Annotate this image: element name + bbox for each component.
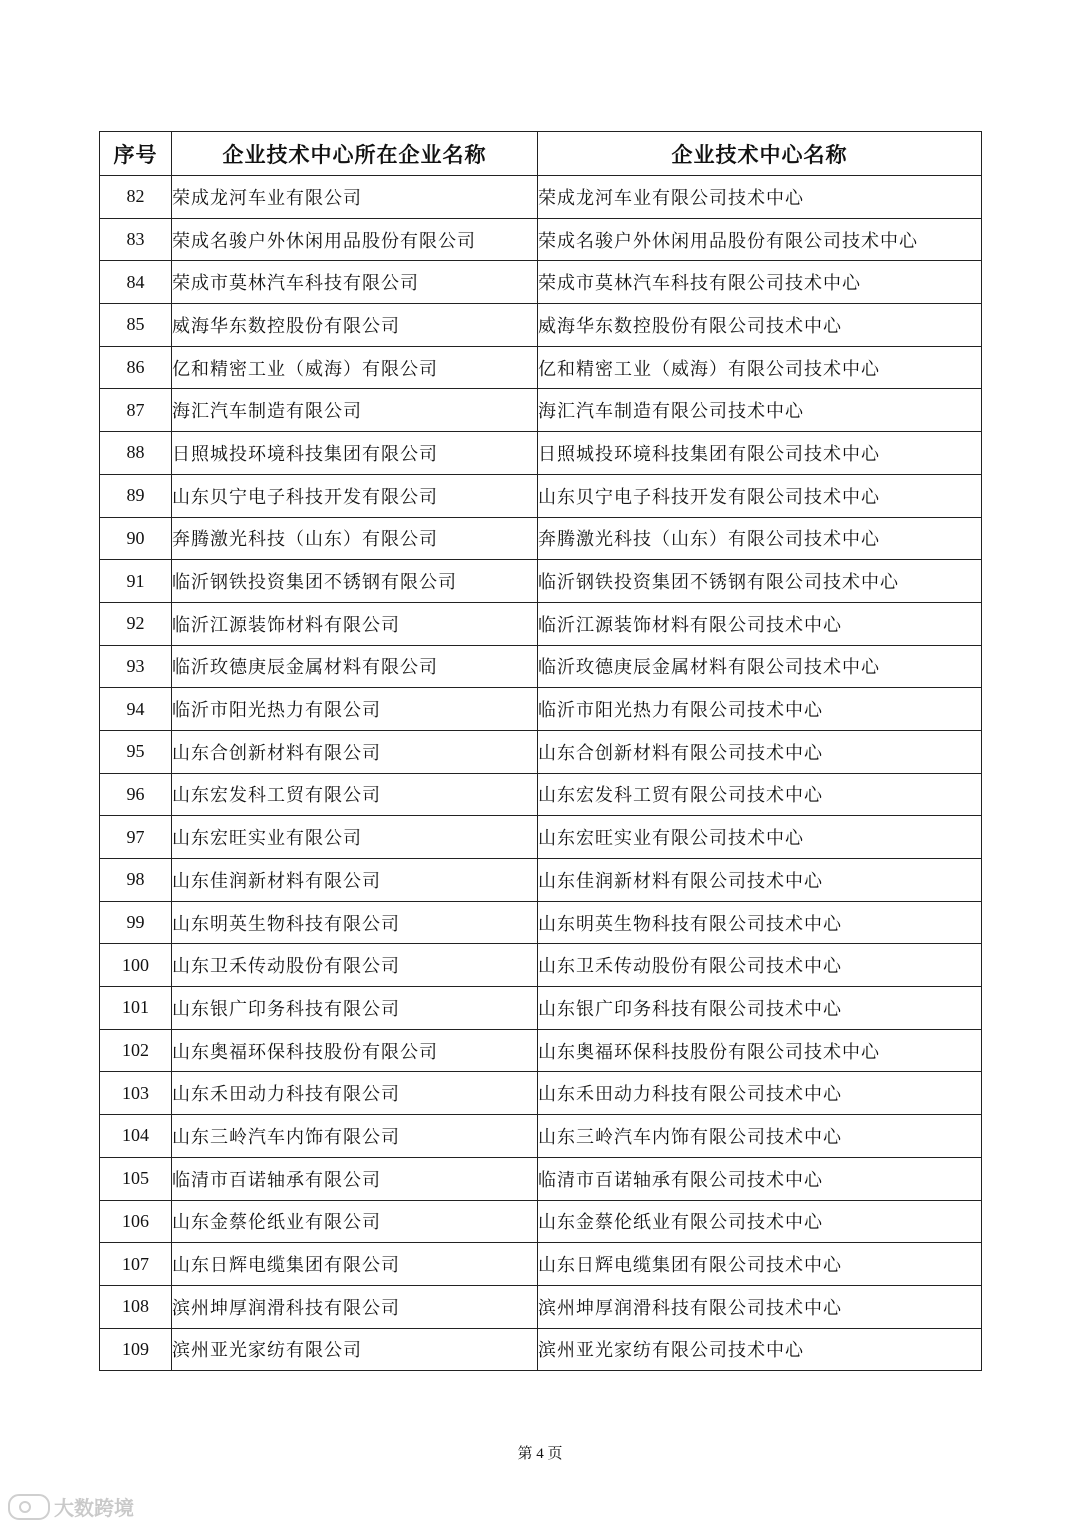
table-row [100,218,982,261]
company-name-cell: 临沂江源装饰材料有限公司 [172,602,538,645]
serial-number-cell: 85 [100,304,172,347]
company-name-cell: 威海华东数控股份有限公司 [172,304,538,347]
serial-number-cell: 89 [100,474,172,517]
serial-number-cell: 107 [100,1243,172,1286]
serial-number-cell: 98 [100,859,172,902]
center-name-cell: 荣成市莫林汽车科技有限公司技术中心 [538,261,982,304]
watermark-text: 大数跨境 [54,1496,134,1520]
serial-number-cell: 88 [100,432,172,475]
serial-number-cell: 94 [100,688,172,731]
company-name-cell: 山东日辉电缆集团有限公司 [172,1243,538,1286]
table-row [100,1243,982,1286]
center-name-cell: 山东合创新材料有限公司技术中心 [538,730,982,773]
table-row [100,1200,982,1243]
company-name-cell: 山东卫禾传动股份有限公司 [172,944,538,987]
serial-number-cell: 93 [100,645,172,688]
center-name-cell: 山东金蔡伦纸业有限公司技术中心 [538,1200,982,1243]
company-name-cell: 临沂玫德庚辰金属材料有限公司 [172,645,538,688]
company-name-cell: 滨州亚光家纺有限公司 [172,1328,538,1371]
table-row [100,730,982,773]
serial-number-cell: 105 [100,1157,172,1200]
table-row [100,560,982,603]
serial-number-cell: 102 [100,1029,172,1072]
center-name-cell: 奔腾激光科技（山东）有限公司技术中心 [538,517,982,560]
company-name-cell: 山东银广印务科技有限公司 [172,987,538,1030]
company-name-cell: 滨州坤厚润滑科技有限公司 [172,1285,538,1328]
header-center-name: 企业技术中心名称 [538,132,982,176]
center-name-cell: 滨州坤厚润滑科技有限公司技术中心 [538,1285,982,1328]
table-row [100,1029,982,1072]
company-name-cell: 海汇汽车制造有限公司 [172,389,538,432]
company-name-cell: 山东奥福环保科技股份有限公司 [172,1029,538,1072]
table-body [100,176,982,1371]
company-name-cell: 荣成名骏户外休闲用品股份有限公司 [172,218,538,261]
table-row [100,1115,982,1158]
serial-number-cell: 96 [100,773,172,816]
table-row [100,1072,982,1115]
serial-number-cell: 87 [100,389,172,432]
company-name-cell: 山东宏发科工贸有限公司 [172,773,538,816]
serial-number-cell: 95 [100,730,172,773]
serial-number-cell: 103 [100,1072,172,1115]
center-name-cell: 山东奥福环保科技股份有限公司技术中心 [538,1029,982,1072]
serial-number-cell: 92 [100,602,172,645]
header-serial-number: 序号 [100,132,172,176]
serial-number-cell: 84 [100,261,172,304]
table-row [100,261,982,304]
company-name-cell: 荣成市莫林汽车科技有限公司 [172,261,538,304]
table-header-row [100,132,982,176]
table-row [100,859,982,902]
table-row [100,474,982,517]
serial-number-cell: 108 [100,1285,172,1328]
table-row [100,773,982,816]
company-name-cell: 山东宏旺实业有限公司 [172,816,538,859]
table-row [100,389,982,432]
table-row [100,1328,982,1371]
company-name-cell: 临清市百诺轴承有限公司 [172,1157,538,1200]
table-row [100,517,982,560]
table-row [100,688,982,731]
serial-number-cell: 91 [100,560,172,603]
company-name-cell: 山东明英生物科技有限公司 [172,901,538,944]
company-name-cell: 山东三岭汽车内饰有限公司 [172,1115,538,1158]
watermark [8,1492,134,1521]
table-row [100,1285,982,1328]
center-name-cell: 山东禾田动力科技有限公司技术中心 [538,1072,982,1115]
company-name-cell: 山东合创新材料有限公司 [172,730,538,773]
serial-number-cell: 106 [100,1200,172,1243]
center-name-cell: 威海华东数控股份有限公司技术中心 [538,304,982,347]
center-name-cell: 山东贝宁电子科技开发有限公司技术中心 [538,474,982,517]
center-name-cell: 山东佳润新材料有限公司技术中心 [538,859,982,902]
company-name-cell: 临沂市阳光热力有限公司 [172,688,538,731]
company-name-cell: 奔腾激光科技（山东）有限公司 [172,517,538,560]
table-row [100,901,982,944]
center-name-cell: 山东明英生物科技有限公司技术中心 [538,901,982,944]
center-name-cell: 临沂玫德庚辰金属材料有限公司技术中心 [538,645,982,688]
center-name-cell: 山东日辉电缆集团有限公司技术中心 [538,1243,982,1286]
company-name-cell: 亿和精密工业（威海）有限公司 [172,346,538,389]
watermark-logo-icon [8,1494,50,1520]
table-row [100,346,982,389]
serial-number-cell: 104 [100,1115,172,1158]
page-number: 第 4 页 [517,1446,563,1462]
table-row [100,1157,982,1200]
company-name-cell: 山东禾田动力科技有限公司 [172,1072,538,1115]
company-name-cell: 临沂钢铁投资集团不锈钢有限公司 [172,560,538,603]
table-row [100,432,982,475]
center-name-cell: 临沂江源装饰材料有限公司技术中心 [538,602,982,645]
center-name-cell: 山东宏发科工贸有限公司技术中心 [538,773,982,816]
header-company-name: 企业技术中心所在企业名称 [172,132,538,176]
serial-number-cell: 83 [100,218,172,261]
table-row [100,176,982,219]
center-name-cell: 山东宏旺实业有限公司技术中心 [538,816,982,859]
company-name-cell: 山东佳润新材料有限公司 [172,859,538,902]
table-row [100,645,982,688]
center-name-cell: 临沂市阳光热力有限公司技术中心 [538,688,982,731]
serial-number-cell: 101 [100,987,172,1030]
center-name-cell: 亿和精密工业（威海）有限公司技术中心 [538,346,982,389]
center-name-cell: 临沂钢铁投资集团不锈钢有限公司技术中心 [538,560,982,603]
company-name-cell: 日照城投环境科技集团有限公司 [172,432,538,475]
center-name-cell: 临清市百诺轴承有限公司技术中心 [538,1157,982,1200]
enterprise-tech-center-table [99,131,982,1371]
table-row [100,304,982,347]
center-name-cell: 海汇汽车制造有限公司技术中心 [538,389,982,432]
center-name-cell: 山东卫禾传动股份有限公司技术中心 [538,944,982,987]
serial-number-cell: 82 [100,176,172,219]
center-name-cell: 荣成名骏户外休闲用品股份有限公司技术中心 [538,218,982,261]
company-name-cell: 山东金蔡伦纸业有限公司 [172,1200,538,1243]
center-name-cell: 荣成龙河车业有限公司技术中心 [538,176,982,219]
table-row [100,816,982,859]
center-name-cell: 山东银广印务科技有限公司技术中心 [538,987,982,1030]
company-name-cell: 山东贝宁电子科技开发有限公司 [172,474,538,517]
table-row [100,602,982,645]
serial-number-cell: 109 [100,1328,172,1371]
company-name-cell: 荣成龙河车业有限公司 [172,176,538,219]
serial-number-cell: 97 [100,816,172,859]
serial-number-cell: 100 [100,944,172,987]
serial-number-cell: 90 [100,517,172,560]
table-row [100,987,982,1030]
serial-number-cell: 99 [100,901,172,944]
center-name-cell: 滨州亚光家纺有限公司技术中心 [538,1328,982,1371]
center-name-cell: 山东三岭汽车内饰有限公司技术中心 [538,1115,982,1158]
center-name-cell: 日照城投环境科技集团有限公司技术中心 [538,432,982,475]
table-row [100,944,982,987]
serial-number-cell: 86 [100,346,172,389]
